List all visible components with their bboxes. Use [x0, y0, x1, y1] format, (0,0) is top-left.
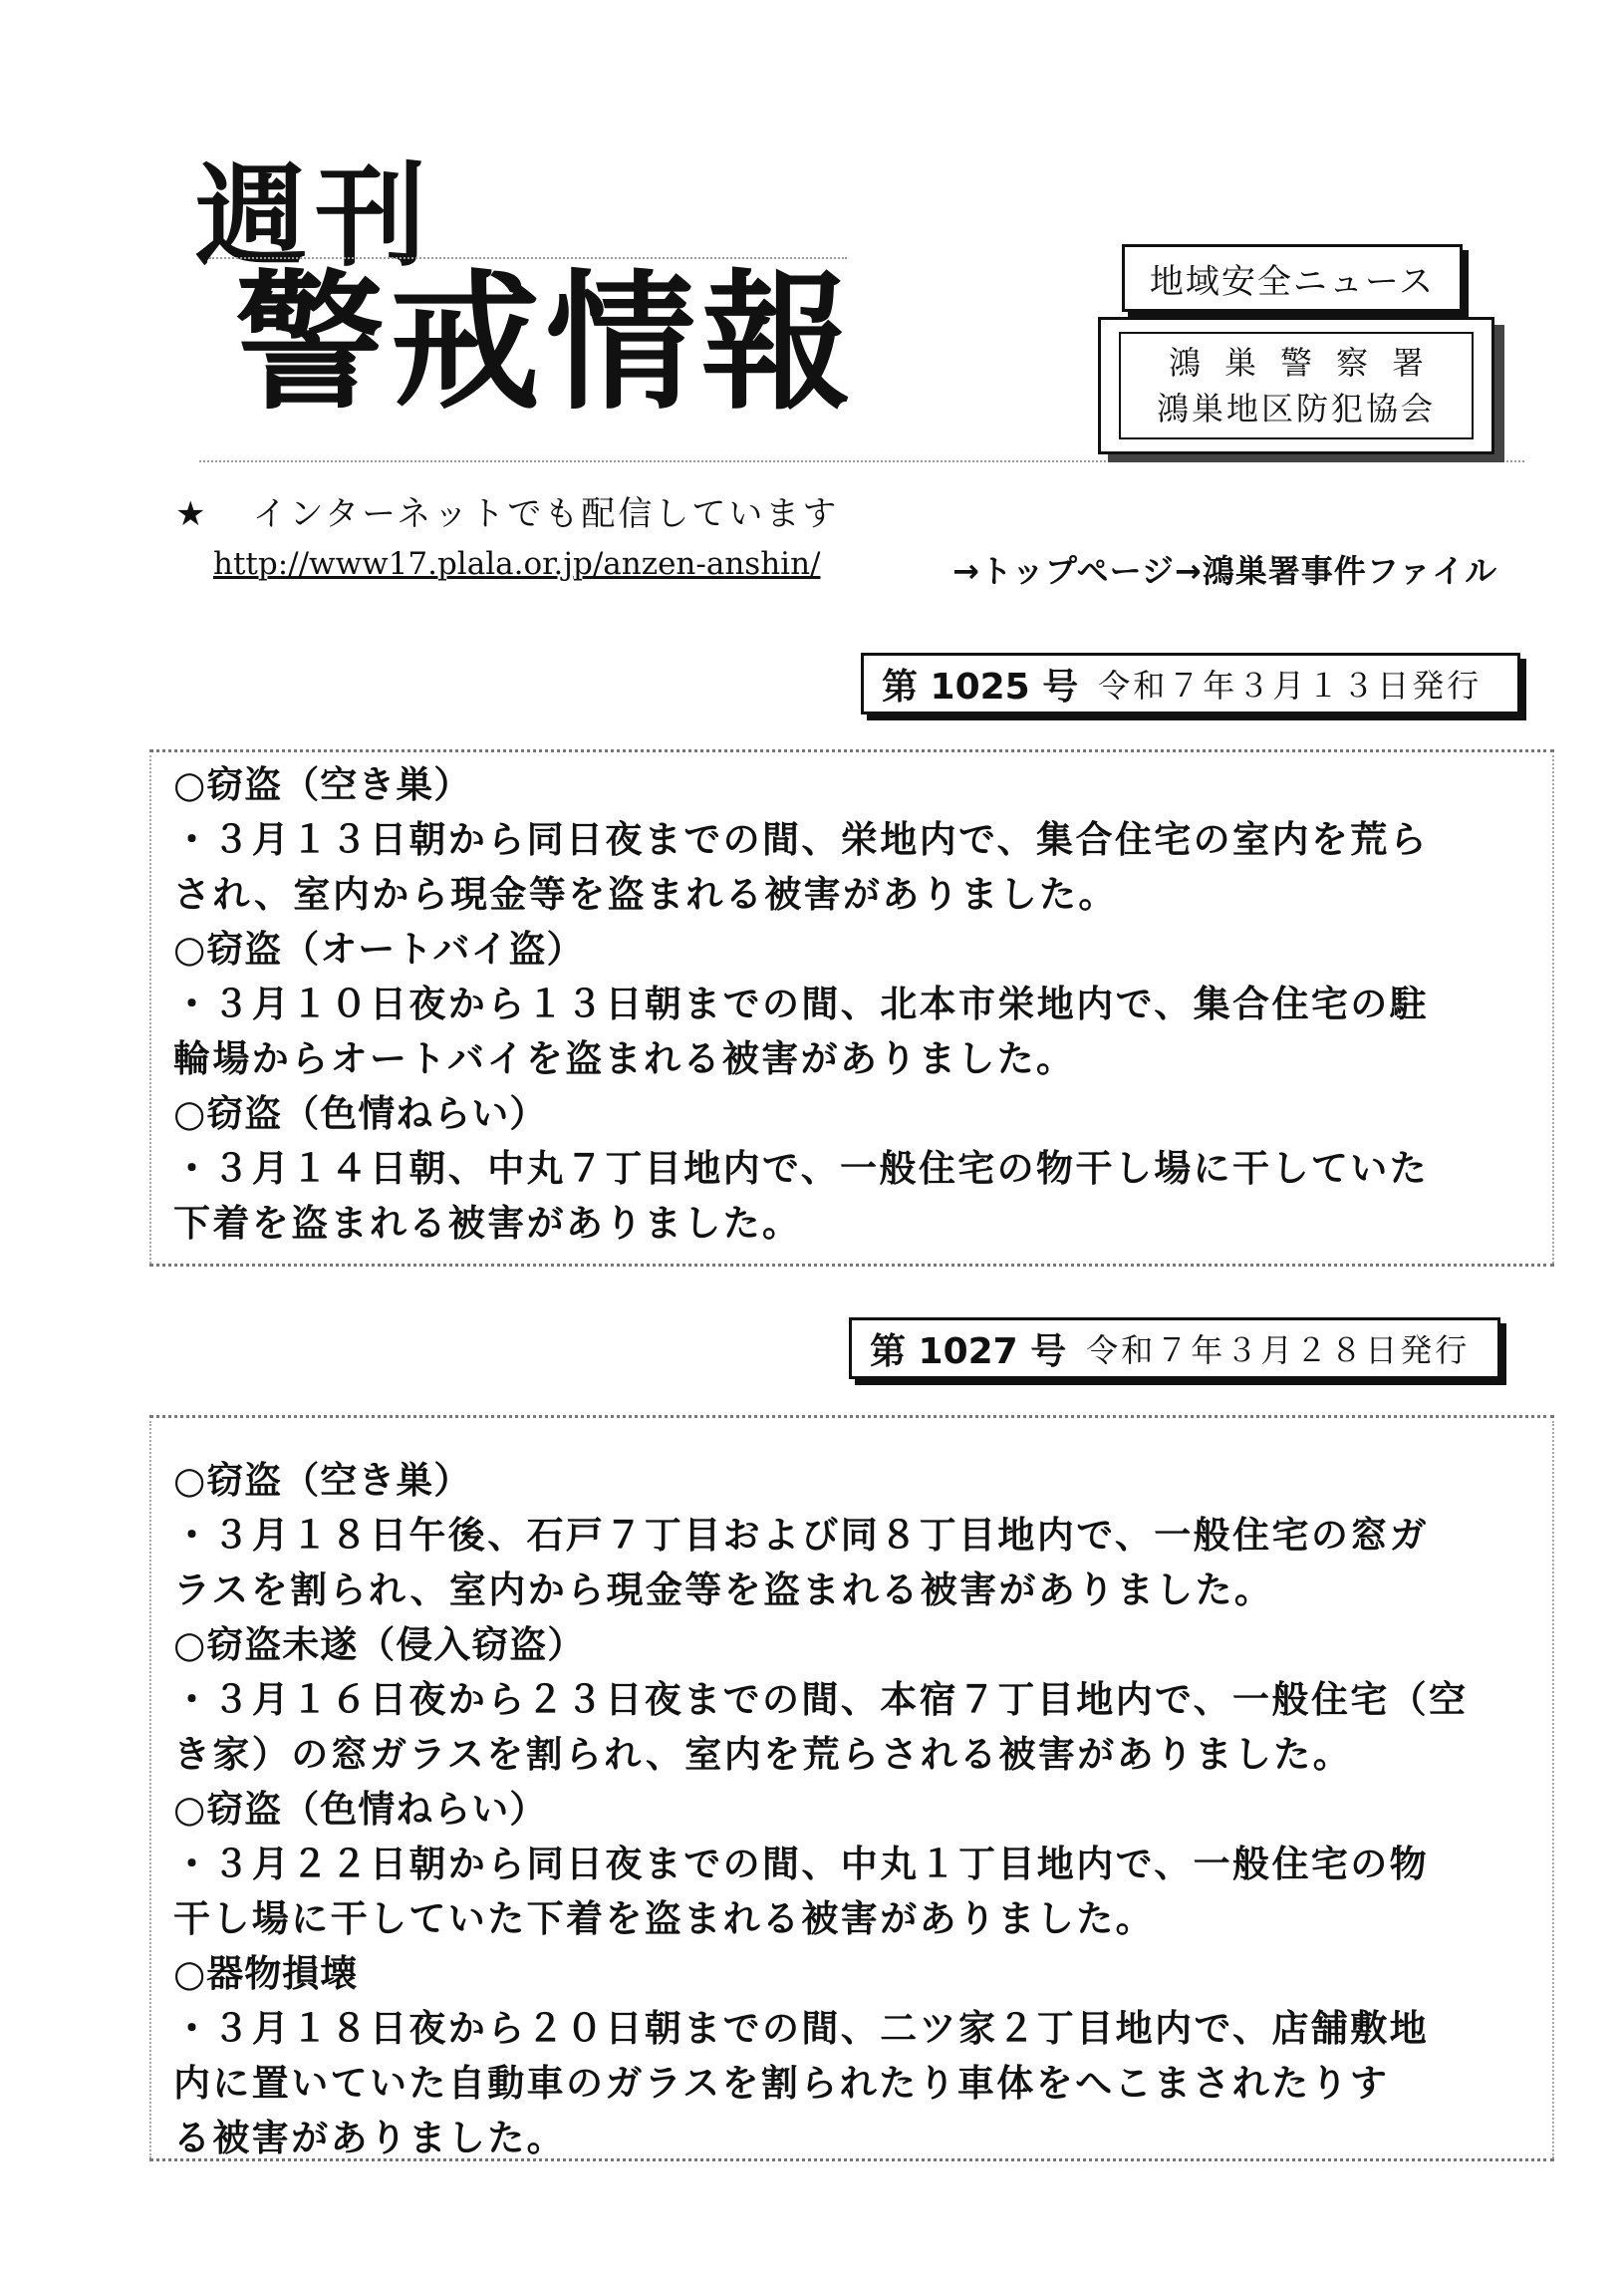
- article-1027: [149, 1421, 1554, 2158]
- incident-text: 輪場からオートバイを盗まれる被害がありました。: [173, 1037, 1076, 1080]
- issue-header-1027: [849, 1317, 1500, 1379]
- issue-number: 第 1025 号: [882, 666, 1079, 708]
- incident-text: 下着を盗まれる被害がありました。: [173, 1202, 802, 1245]
- police-station-name: 鴻巣警察署: [1168, 344, 1448, 382]
- issue-date: 令和７年３月２８日発行: [1086, 1331, 1471, 1369]
- internet-notice: [175, 486, 839, 535]
- issue-date: 令和７年３月１３日発行: [1098, 667, 1483, 705]
- incident-heading: ○器物損壊: [173, 1952, 359, 1995]
- incident-text: ・３月１８日午後、石戸７丁目および同８丁目地内で、一般住宅の窓ガ: [173, 1514, 1430, 1557]
- incident-heading: ○窃盗未遂（侵入窃盗）: [173, 1623, 586, 1666]
- incident-text: き家）の窓ガラスを割られ、室内を荒らされる被害がありました。: [173, 1733, 1353, 1776]
- incident-text: ・３月１４日朝、中丸７丁目地内で、一般住宅の物干し場に干していた: [173, 1147, 1430, 1190]
- incident-text: ラスを割られ、室内から現金等を盗まれる被害がありました。: [173, 1568, 1274, 1611]
- article-bottom-border: [149, 2158, 1554, 2161]
- incident-text: ・３月１３日朝から同日夜までの間、栄地内で、集合住宅の室内を荒ら: [173, 818, 1430, 861]
- website-link[interactable]: http://www17.plala.or.jp/anzen-anshin/: [213, 546, 821, 582]
- incident-text: ・３月１８日夜から２０日朝までの間、二ツ家２丁目地内で、店舗敷地: [173, 2007, 1430, 2050]
- article-top-border: [149, 749, 1554, 752]
- news-label-box: [1122, 244, 1463, 312]
- star-icon: ★: [175, 494, 209, 534]
- navigation-path: →トップページ→鴻巣署事件ファイル: [952, 552, 1498, 590]
- internet-notice-text: インターネットでも配信しています: [252, 494, 840, 534]
- incident-text: る被害がありました。: [173, 2117, 566, 2159]
- incident-text: され、室内から現金等を盗まれる被害がありました。: [173, 873, 1118, 916]
- news-label: 地域安全ニュース: [1149, 261, 1436, 302]
- incident-text: ・３月２２日朝から同日夜までの間、中丸１丁目地内で、一般住宅の物: [173, 1843, 1430, 1885]
- incident-heading: ○窃盗（色情ねらい）: [173, 1092, 548, 1135]
- incident-text: 内に置いていた自動車のガラスを割られたり車体をへこまされたりす: [173, 2062, 1390, 2105]
- organization-inner: [1119, 332, 1474, 439]
- organization-box: [1098, 317, 1494, 454]
- incident-heading: ○窃盗（色情ねらい）: [173, 1788, 548, 1831]
- issue-number: 第 1027 号: [870, 1330, 1067, 1372]
- incident-text: ・３月１６日夜から２３日夜までの間、本宿７丁目地内で、一般住宅（空: [173, 1678, 1469, 1721]
- incident-heading: ○窃盗（空き巣）: [173, 1459, 472, 1502]
- incident-text: 干し場に干していた下着を盗まれる被害がありました。: [173, 1897, 1155, 1940]
- article-1025: [149, 755, 1554, 1264]
- incident-heading: ○窃盗（オートバイ盗）: [173, 928, 585, 971]
- masthead-title: 警戒情報: [235, 257, 858, 430]
- issue-header-1025: [861, 653, 1520, 714]
- masthead-small-title: 週刊: [195, 152, 434, 282]
- association-name: 鴻巣地区防犯協会: [1156, 390, 1436, 428]
- divider: [199, 460, 1524, 462]
- article-bottom-border: [149, 1264, 1554, 1267]
- article-top-border: [149, 1415, 1554, 1418]
- incident-text: ・３月１０日夜から１３日朝までの間、北本市栄地内で、集合住宅の駐: [173, 983, 1430, 1025]
- incident-heading: ○窃盗（空き巣）: [173, 763, 472, 806]
